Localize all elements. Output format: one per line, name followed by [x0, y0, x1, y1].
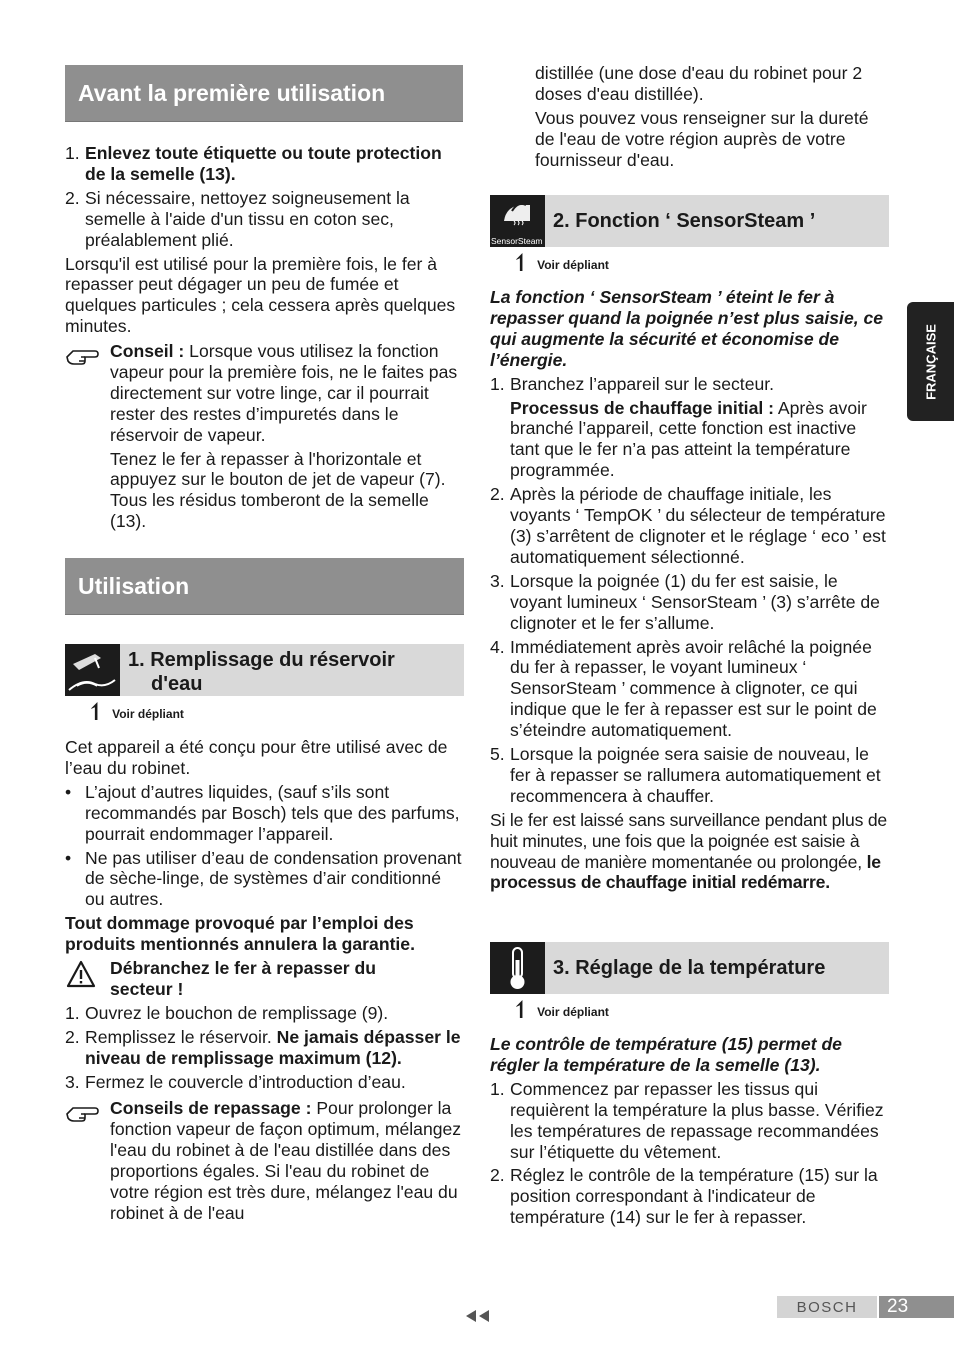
warning-text: Débranchez le fer à repasser du secteur ! [110, 958, 376, 999]
fill-water-icon [65, 644, 120, 696]
tip-block-2 [110, 1098, 462, 1223]
list-item: 3. Fermez le couvercle d’introduction d’eau. [65, 1071, 406, 1092]
list-item: 1. Commencez par repasser les tissus qui requièrent la température la plus basse. Vérifiez les températures de repassage recommandées sur l’étiquette du vêtement. [490, 1078, 884, 1162]
list-item: 3. Lorsque la poignée (1) du fer est saisie, le voyant lumineux ‘ SensorSteam ’ (3) s’arrête de clignoter et le fer s’allume. [490, 570, 880, 633]
section-header-first-use [65, 65, 463, 122]
list-item: 4. Immédiatement après avoir relâché la poignée du fer à repasser, le voyant lumineux ‘ SensorSteam ’ commence à clignoter, ce qui indique que le fer à repasser est sur le point de s’éteindre automatiquement. [490, 636, 877, 741]
intro-text: La fonction ‘ SensorSteam ’ éteint le fer à repasser quand la poignée n’est plus saisie, ce qui augmente la sécurité et économise de l’énergie. [490, 287, 884, 370]
subsection-title-cont: d'eau [151, 673, 203, 695]
see-foldout-note: ↿ Voir dépliant [86, 697, 184, 726]
see-foldout-note: ↿ Voir dépliant [511, 248, 609, 277]
subsection-header-sensorsteam [545, 195, 889, 247]
language-tab[interactable] [907, 302, 954, 421]
tip-label: Conseils de repassage : [110, 1098, 312, 1118]
list-item: • Ne pas utiliser d’eau de condensation provenant de sèche-linge, de systèmes d’air conditionné ou autres. [65, 847, 462, 910]
subsection-title: 3. Réglage de la température [553, 956, 826, 979]
warranty-note: Tout dommage provoqué par l’emploi des produits mentionnés annulera la garantie. [65, 913, 415, 955]
paragraph: distillée (une dose d'eau du robinet pour 2 doses d'eau distillée). [535, 63, 863, 104]
sensorsteam-body [490, 287, 890, 893]
tip-text: Lorsque vous utilisez la fonction vapeur pour la première fois, ne le faites pas directement sur votre linge, car il pourrait rester des restes d’impuretés dans le réservoir de vapeur. [110, 341, 458, 445]
list-item: 1. Branchez l’appareil sur le secteur. Processus de chauffage initial : Après avoir branché l’appareil, cette fonction est inactive tant que le fer n’a pas atteint la température programmée. [490, 373, 867, 481]
hand-pointing-icon [65, 343, 101, 372]
page-number: 23 [879, 1296, 954, 1318]
warning-triangle-icon [66, 960, 96, 993]
section-header-utilisation [65, 558, 464, 615]
first-use-steps [65, 143, 463, 337]
subsection-title: 2. Fonction ‘ SensorSteam ’ [553, 209, 816, 232]
list-item: 2. Après la période de chauffage initiale, les voyants ‘ TempOK ’ du sélecteur de température (3) s’arrêtent de clignoter et le réglage ‘ eco ’ est automatiquement sélectionné. [490, 484, 886, 567]
thermometer-icon [490, 942, 545, 994]
intro-text: Le contrôle de température (15) permet de régler la température de la semelle (13). [490, 1034, 842, 1075]
language-tab-label: FRANÇAISE [923, 323, 938, 400]
tip-label: Conseil : [110, 341, 185, 361]
list-item: 1. Ouvrez le bouchon de remplissage (9). [65, 1003, 389, 1023]
list-item: • L’ajout d’autres liquides, (sauf s’ils sont recommandés par Bosch) tels que des parfums, pourrait endommager l’appareil. [65, 781, 460, 844]
paragraph: Vous pouvez vous renseigner sur la dureté de l'eau de votre région auprès de votre fournisseur d'eau. [535, 107, 869, 170]
paragraph: Cet appareil a été conçu pour être utilisé avec de l’eau du robinet. [65, 737, 448, 778]
section-title: Avant la première utilisation [78, 79, 386, 106]
list-item: 5. Lorsque la poignée sera saisie de nouveau, le fer à repasser se rallumera automatiquement et recommencera à chauffer. [490, 744, 881, 806]
filling-steps [65, 1003, 463, 1096]
curved-arrow-icon: ↿ [511, 995, 532, 1024]
sensorsteam-icon-label: SensorSteam [491, 236, 543, 246]
list-item: 2. Réglez le contrôle de la température (15) sur la position correspondant à l'indicateur de température (14) sur le fer à repasser. [490, 1165, 878, 1228]
section-title: Utilisation [78, 572, 190, 599]
tip-block-1 [110, 341, 464, 532]
hand-pointing-icon [65, 1100, 101, 1129]
filling-body [65, 737, 463, 955]
see-foldout-note: ↿ Voir dépliant [511, 995, 609, 1024]
paragraph: Si le fer est laissé sans surveillance pendant plus de huit minutes, une fois que la poignée est saisie à nouveau de manière momentanée ou prolongée, le processus de chauffage initial redémarre. [490, 809, 888, 893]
list-item: 2. Remplissez le réservoir. Ne jamais dépasser le niveau de remplissage maximum (12). [65, 1026, 461, 1068]
list-item: 1. Enlevez toute étiquette ou toute protection de la semelle (13). [65, 143, 442, 184]
curved-arrow-icon: ↿ [86, 697, 107, 726]
back-arrows-icon[interactable] [464, 1308, 492, 1329]
list-item: 2. Si nécessaire, nettoyez soigneusement la semelle à l'aide d'un tissu en coton sec, préalablement plié. [65, 187, 410, 250]
subsection-header-filling [120, 644, 464, 696]
curved-arrow-icon: ↿ [511, 248, 532, 277]
brand-label: BOSCH [777, 1296, 877, 1318]
tip-continuation [535, 63, 890, 171]
subsection-title: 1. Remplissage du réservoir [128, 649, 395, 671]
sensorsteam-icon [490, 195, 545, 247]
paragraph: Lorsqu'il est utilisé pour la première fois, le fer à repasser peut dégager un peu de fumée et quelques particules ; cela cessera après quelques minutes. [65, 253, 456, 337]
subsection-header-temperature [545, 942, 889, 994]
temperature-body [490, 1034, 890, 1231]
tip-text: Pour prolonger la fonction vapeur de façon optimum, mélangez l'eau du robinet à de l'eau distillée dans des proportions égales. Si l'eau du robinet de votre région est très dure, mélangez l'eau du robinet à de l'eau [110, 1098, 462, 1223]
tip-text-2: Tenez le fer à repasser à l'horizontale et appuyez sur le bouton de jet de vapeur (7). Tous les résidus tomberont de la semelle (13). [110, 448, 446, 532]
